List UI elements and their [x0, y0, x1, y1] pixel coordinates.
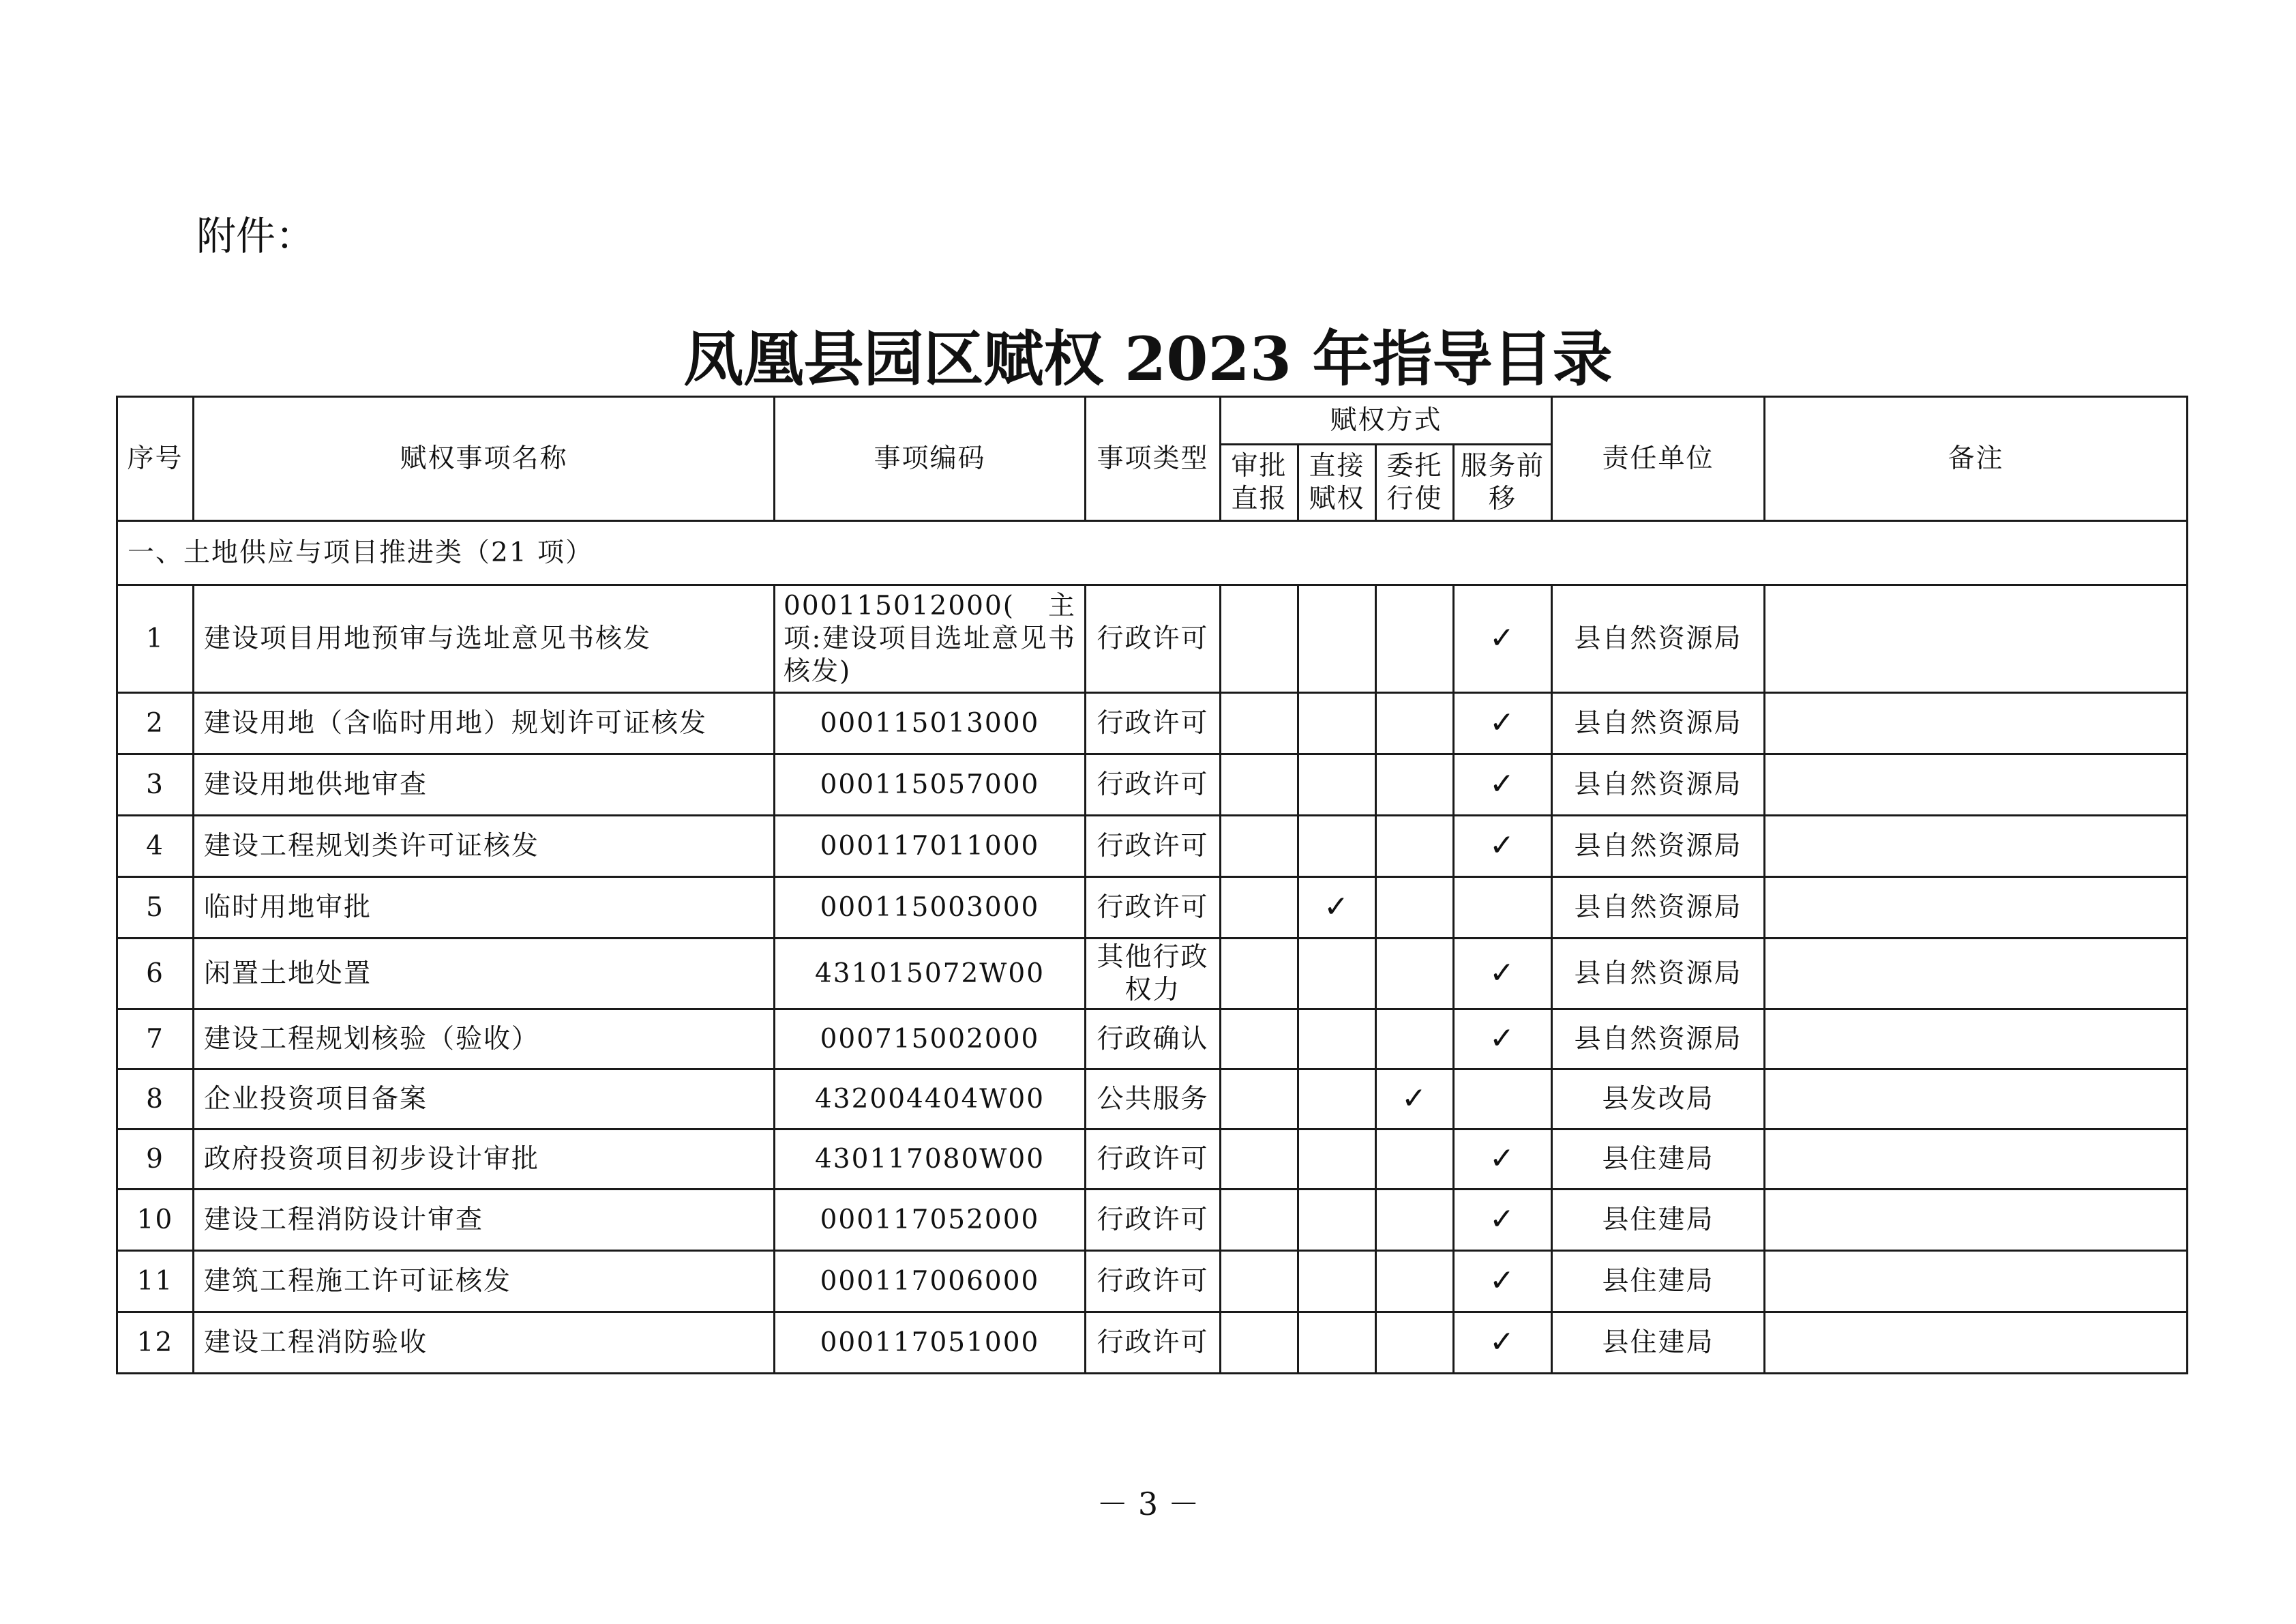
- row-code: 000117006000: [775, 1251, 1086, 1312]
- check-mark-icon: ✓: [1489, 705, 1516, 740]
- row-name: 建设工程规划类许可证核发: [194, 816, 775, 877]
- check-mark-icon: ✓: [1489, 620, 1516, 655]
- row-mode-direct: [1298, 1069, 1376, 1130]
- header-seq: 序号: [117, 397, 194, 521]
- row-name: 建设项目用地预审与选址意见书核发: [194, 585, 775, 693]
- header-name: 赋权事项名称: [194, 397, 775, 521]
- row-remark: [1765, 693, 2188, 754]
- row-remark: [1765, 1009, 2188, 1069]
- table-row: [117, 754, 2188, 816]
- page-number: － 3 －: [1097, 1486, 1199, 1522]
- row-unit: 县自然资源局: [1552, 1009, 1765, 1069]
- row-seq: 2: [117, 693, 194, 754]
- row-mode-service: [1454, 1312, 1552, 1374]
- row-mode-review: [1221, 877, 1298, 939]
- check-mark-icon: ✓: [1401, 1080, 1428, 1116]
- row-mode-direct: [1298, 1312, 1376, 1374]
- row-seq: 6: [117, 939, 194, 1009]
- attachment-label: 附件：: [196, 213, 316, 259]
- row-mode-entrust: [1376, 1190, 1454, 1251]
- row-name: 建设用地供地审查: [194, 754, 775, 816]
- check-mark-icon: ✓: [1489, 955, 1516, 990]
- row-code: 000115013000: [775, 693, 1086, 754]
- row-unit: 县自然资源局: [1552, 693, 1765, 754]
- table-row: [117, 585, 2188, 693]
- row-mode-review: [1221, 1130, 1298, 1190]
- row-remark: [1765, 877, 2188, 939]
- table-row: [117, 1130, 2188, 1190]
- row-mode-service: [1454, 1069, 1552, 1130]
- row-remark: [1765, 816, 2188, 877]
- row-code: 432004404W00: [775, 1069, 1086, 1130]
- row-mode-entrust: [1376, 816, 1454, 877]
- row-unit: 县住建局: [1552, 1251, 1765, 1312]
- table-row: [117, 1312, 2188, 1374]
- row-name: 建设工程规划核验（验收）: [194, 1009, 775, 1069]
- row-mode-direct: [1298, 877, 1376, 939]
- row-remark: [1765, 1312, 2188, 1374]
- row-type: 公共服务: [1086, 1069, 1221, 1130]
- header-mode-direct: 直接赋权: [1298, 445, 1376, 521]
- table-row: [117, 1069, 2188, 1130]
- row-mode-review: [1221, 1009, 1298, 1069]
- row-mode-direct: [1298, 816, 1376, 877]
- check-mark-icon: ✓: [1489, 827, 1516, 863]
- row-name: 闲置土地处置: [194, 939, 775, 1009]
- row-type: 行政许可: [1086, 1190, 1221, 1251]
- row-unit: 县住建局: [1552, 1130, 1765, 1190]
- row-seq: 11: [117, 1251, 194, 1312]
- row-type: 行政许可: [1086, 877, 1221, 939]
- row-remark: [1765, 939, 2188, 1009]
- row-mode-entrust: [1376, 939, 1454, 1009]
- check-mark-icon: ✓: [1489, 1324, 1516, 1359]
- row-seq: 3: [117, 754, 194, 816]
- row-mode-service: [1454, 877, 1552, 939]
- row-mode-direct: [1298, 754, 1376, 816]
- row-mode-service: [1454, 1009, 1552, 1069]
- row-seq: 9: [117, 1130, 194, 1190]
- row-mode-service: [1454, 754, 1552, 816]
- row-unit: 县自然资源局: [1552, 816, 1765, 877]
- row-code: 430117080W00: [775, 1130, 1086, 1190]
- row-seq: 10: [117, 1190, 194, 1251]
- row-type: 行政许可: [1086, 1251, 1221, 1312]
- table-row: [117, 1009, 2188, 1069]
- table-row: [117, 816, 2188, 877]
- row-code: 000115012000(主项:建设项目选址意见书核发): [775, 585, 1086, 693]
- row-code: 000117051000: [775, 1312, 1086, 1374]
- row-seq: 8: [117, 1069, 194, 1130]
- row-mode-direct: [1298, 1009, 1376, 1069]
- row-code: 000715002000: [775, 1009, 1086, 1069]
- row-mode-entrust: [1376, 1069, 1454, 1130]
- check-mark-icon: ✓: [1489, 766, 1516, 801]
- header-unit: 责任单位: [1552, 397, 1765, 521]
- row-mode-entrust: [1376, 754, 1454, 816]
- header-mode: 赋权方式: [1221, 397, 1552, 445]
- row-mode-service: [1454, 1251, 1552, 1312]
- row-remark: [1765, 754, 2188, 816]
- row-mode-direct: [1298, 1251, 1376, 1312]
- header-mode-review: 审批直报: [1221, 445, 1298, 521]
- row-mode-service: [1454, 585, 1552, 693]
- row-mode-review: [1221, 1069, 1298, 1130]
- row-name: 政府投资项目初步设计审批: [194, 1130, 775, 1190]
- row-mode-review: [1221, 1312, 1298, 1374]
- row-mode-review: [1221, 754, 1298, 816]
- row-code: 000115057000: [775, 754, 1086, 816]
- row-code: 431015072W00: [775, 939, 1086, 1009]
- row-name: 企业投资项目备案: [194, 1069, 775, 1130]
- row-name: 建设工程消防验收: [194, 1312, 775, 1374]
- row-mode-entrust: [1376, 585, 1454, 693]
- row-type: 行政许可: [1086, 754, 1221, 816]
- row-unit: 县自然资源局: [1552, 939, 1765, 1009]
- row-seq: 5: [117, 877, 194, 939]
- row-mode-entrust: [1376, 1312, 1454, 1374]
- row-remark: [1765, 1251, 2188, 1312]
- row-mode-review: [1221, 1190, 1298, 1251]
- row-mode-direct: [1298, 585, 1376, 693]
- row-mode-direct: [1298, 939, 1376, 1009]
- row-unit: 县发改局: [1552, 1069, 1765, 1130]
- row-unit: 县自然资源局: [1552, 754, 1765, 816]
- table-row: [117, 693, 2188, 754]
- row-seq: 4: [117, 816, 194, 877]
- row-type: 行政许可: [1086, 1312, 1221, 1374]
- check-mark-icon: ✓: [1489, 1020, 1516, 1056]
- table-row: [117, 939, 2188, 1009]
- section-row: [117, 521, 2188, 585]
- row-mode-review: [1221, 1251, 1298, 1312]
- row-name: 建设工程消防设计审查: [194, 1190, 775, 1251]
- row-mode-entrust: [1376, 1130, 1454, 1190]
- row-mode-review: [1221, 816, 1298, 877]
- row-mode-entrust: [1376, 1251, 1454, 1312]
- header-mode-entrust: 委托行使: [1376, 445, 1454, 521]
- row-unit: 县自然资源局: [1552, 877, 1765, 939]
- header-mode-service: 服务前移: [1454, 445, 1552, 521]
- table-row: [117, 1251, 2188, 1312]
- header-remark: 备注: [1765, 397, 2188, 521]
- row-type: 行政许可: [1086, 693, 1221, 754]
- row-mode-entrust: [1376, 1009, 1454, 1069]
- row-type: 其他行政权力: [1086, 939, 1221, 1009]
- section-title: 一、土地供应与项目推进类（21 项）: [117, 521, 2188, 585]
- row-mode-direct: [1298, 693, 1376, 754]
- row-seq: 1: [117, 585, 194, 693]
- row-remark: [1765, 1190, 2188, 1251]
- table-row: [117, 877, 2188, 939]
- row-remark: [1765, 1069, 2188, 1130]
- row-unit: 县住建局: [1552, 1312, 1765, 1374]
- row-code: 000115003000: [775, 877, 1086, 939]
- row-unit: 县住建局: [1552, 1190, 1765, 1251]
- row-name: 建设用地（含临时用地）规划许可证核发: [194, 693, 775, 754]
- row-type: 行政许可: [1086, 1130, 1221, 1190]
- row-type: 行政许可: [1086, 816, 1221, 877]
- check-mark-icon: ✓: [1489, 1140, 1516, 1176]
- row-mode-entrust: [1376, 877, 1454, 939]
- row-remark: [1765, 585, 2188, 693]
- table-header: [117, 397, 2188, 521]
- row-mode-service: [1454, 1190, 1552, 1251]
- row-name: 建筑工程施工许可证核发: [194, 1251, 775, 1312]
- row-mode-review: [1221, 585, 1298, 693]
- header-code: 事项编码: [775, 397, 1086, 521]
- row-mode-service: [1454, 693, 1552, 754]
- check-mark-icon: ✓: [1489, 1263, 1516, 1298]
- row-seq: 12: [117, 1312, 194, 1374]
- row-mode-service: [1454, 816, 1552, 877]
- row-mode-service: [1454, 1130, 1552, 1190]
- row-mode-review: [1221, 693, 1298, 754]
- row-mode-service: [1454, 939, 1552, 1009]
- row-name: 临时用地审批: [194, 877, 775, 939]
- row-code: 000117011000: [775, 816, 1086, 877]
- row-mode-direct: [1298, 1130, 1376, 1190]
- check-mark-icon: ✓: [1489, 1201, 1516, 1237]
- row-unit: 县自然资源局: [1552, 585, 1765, 693]
- row-code: 000117052000: [775, 1190, 1086, 1251]
- row-mode-direct: [1298, 1190, 1376, 1251]
- check-mark-icon: ✓: [1324, 889, 1350, 924]
- row-type: 行政许可: [1086, 585, 1221, 693]
- header-type: 事项类型: [1086, 397, 1221, 521]
- row-mode-entrust: [1376, 693, 1454, 754]
- document-title: 凤凰县园区赋权 2023 年指导目录: [683, 323, 1613, 394]
- table-row: [117, 1190, 2188, 1251]
- row-remark: [1765, 1130, 2188, 1190]
- row-type: 行政确认: [1086, 1009, 1221, 1069]
- catalog-table: [116, 396, 2188, 1374]
- row-mode-review: [1221, 939, 1298, 1009]
- row-seq: 7: [117, 1009, 194, 1069]
